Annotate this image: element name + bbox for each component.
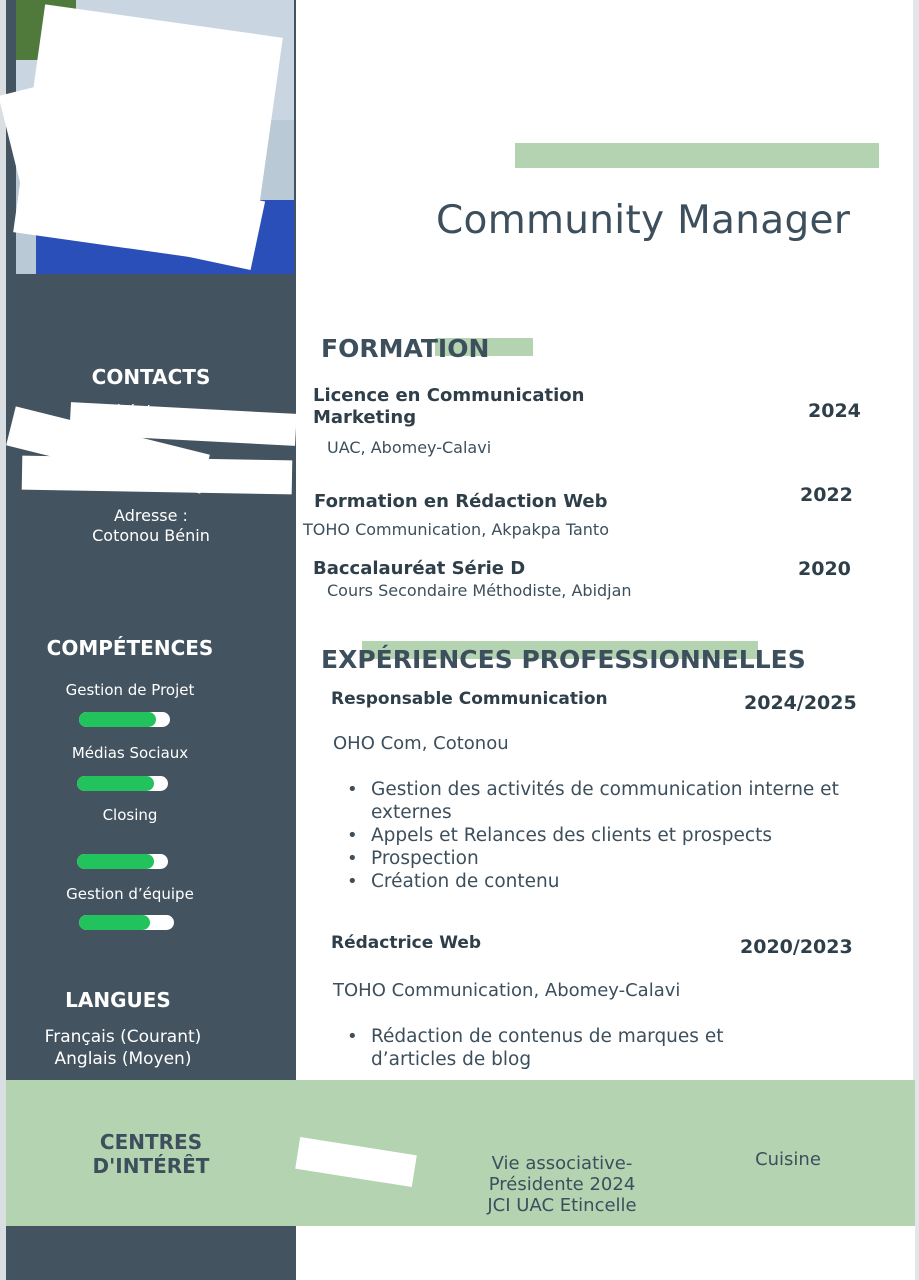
skill-label: Gestion de Projet <box>65 681 195 699</box>
address-value: Cotonou Bénin <box>92 526 210 545</box>
interests-heading-line1: CENTRES <box>99 1130 203 1154</box>
languages-heading: LANGUES <box>65 988 171 1012</box>
formation-year: 2022 <box>800 484 853 506</box>
job-task: • Appels et Relances des clients et prospects <box>331 824 851 847</box>
skill-bar <box>77 776 168 791</box>
formation-title: Baccalauréat Série D <box>313 558 526 579</box>
job-period: 2024/2025 <box>744 692 857 714</box>
skill-bar <box>79 915 174 930</box>
job-tasks <box>331 1025 751 1071</box>
job-task: • Gestion des activités de communication interne et externes <box>331 778 851 824</box>
skill-bar-fill <box>79 915 150 930</box>
job-org: OHO Com, Cotonou <box>333 733 509 754</box>
skill-bar <box>77 854 168 869</box>
formation-title: Formation en Rédaction Web <box>314 491 608 512</box>
job-task: • Rédaction de contenus de marques et d’articles de blog <box>331 1025 751 1071</box>
experience-heading: EXPÉRIENCES PROFESSIONNELLES <box>321 645 806 674</box>
job-task: • Création de contenu <box>331 870 851 893</box>
skill-label: Médias Sociaux <box>71 744 189 762</box>
job-role: Responsable Communication <box>331 689 608 709</box>
skill-bar-fill <box>79 712 156 727</box>
skills-heading: COMPÉTENCES <box>46 636 214 660</box>
formation-year: 2024 <box>808 400 861 422</box>
job-org: TOHO Communication, Abomey-Calavi <box>333 980 681 1001</box>
interest-item-line: JCI UAC Etincelle <box>487 1195 637 1216</box>
interest-item-line: Vie associative- <box>491 1153 633 1174</box>
sidebar-bottom <box>6 1226 296 1280</box>
formation-heading: FORMATION <box>321 334 490 363</box>
formation-year: 2020 <box>798 558 851 580</box>
formation-school: TOHO Communication, Akpakpa Tanto <box>303 520 609 539</box>
interest-item-line: Présidente 2024 <box>488 1174 636 1195</box>
language-item: Français (Courant) <box>44 1027 202 1047</box>
skill-bar-fill <box>77 854 154 869</box>
skill-bar <box>79 712 170 727</box>
skill-label: Gestion d’équipe <box>66 885 194 903</box>
contact-redaction <box>22 456 293 495</box>
formation-school: UAC, Abomey-Calavi <box>327 438 492 457</box>
skill-label: Closing <box>102 806 158 824</box>
interests-heading-line2: D'INTÉRÊT <box>92 1154 210 1178</box>
address-label: Adresse : <box>114 506 188 525</box>
formation-school: Cours Secondaire Méthodiste, Abidjan <box>327 581 632 600</box>
formation-title: Licence en Communication Marketing <box>313 385 585 428</box>
page-bottom <box>296 1226 915 1280</box>
title-accent-bar <box>515 143 879 168</box>
job-title: Community Manager <box>436 198 851 243</box>
language-item: Anglais (Moyen) <box>54 1049 192 1069</box>
job-role: Rédactrice Web <box>331 933 482 953</box>
job-tasks <box>331 778 851 893</box>
skill-bar-fill <box>77 776 154 791</box>
job-period: 2020/2023 <box>740 936 853 958</box>
job-task: • Prospection <box>331 847 851 870</box>
contacts-heading: CONTACTS <box>91 365 211 389</box>
interest-item: Cuisine <box>755 1149 821 1170</box>
